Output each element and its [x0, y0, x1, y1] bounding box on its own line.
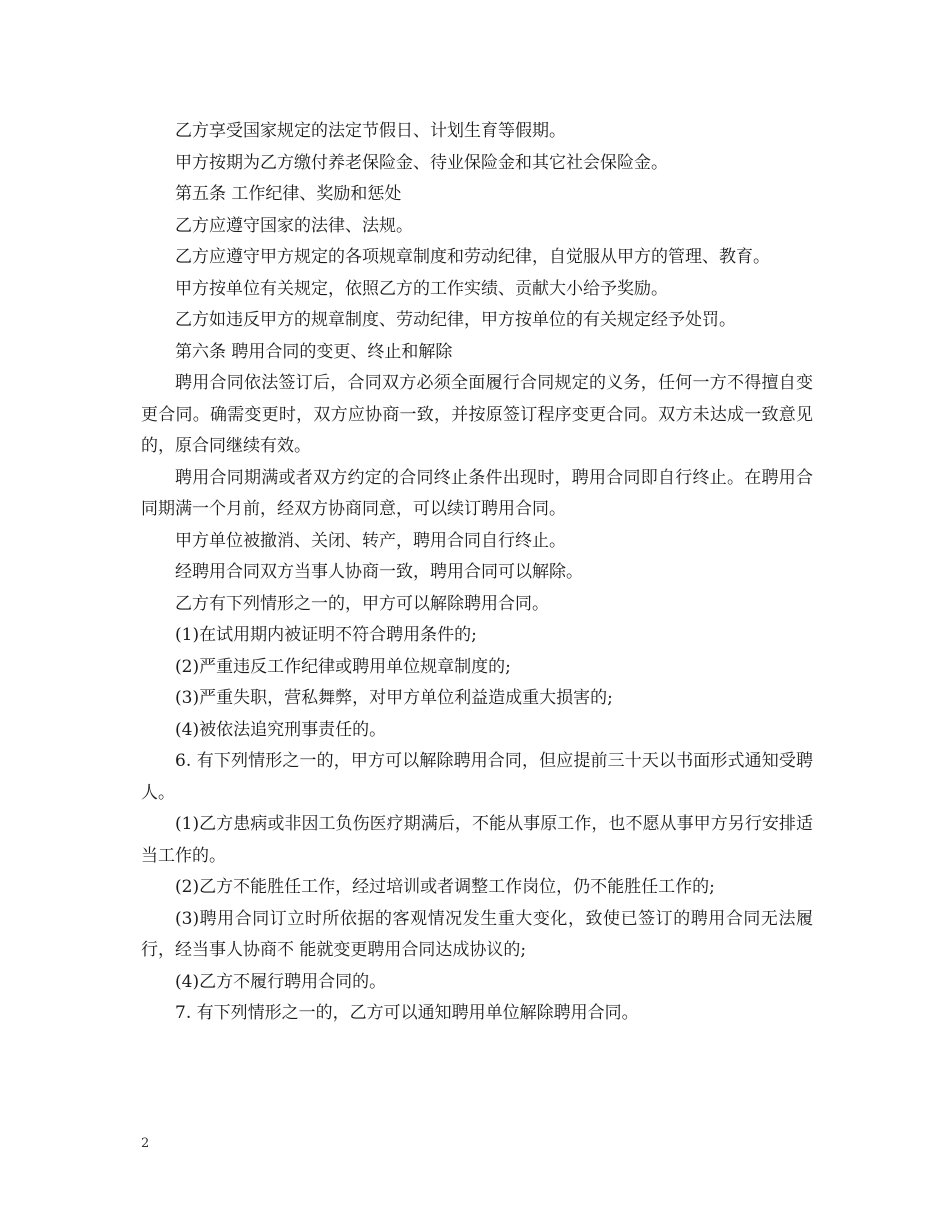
list-item: (2)乙方不能胜任工作，经过培训或者调整工作岗位，仍不能胜任工作的; — [175, 877, 715, 897]
list-item: (3)严重失职，营私舞弊，对甲方单位利益造成重大损害的; — [175, 688, 613, 708]
section-heading: 第六条 聘用合同的变更、终止和解除 — [175, 341, 453, 362]
paragraph: 乙方如违反甲方的规章制度、劳动纪律，甲方按单位的有关规定经予处罚。 — [175, 310, 736, 330]
numbered-paragraph: 7. 有下列情形之一的，乙方可以通知聘用单位解除聘用合同。 — [175, 1003, 639, 1023]
paragraph: 甲方单位被撤消、关闭、转产，聘用合同自行终止。 — [175, 530, 566, 551]
numbered-paragraph: 6. 有下列情形之一的，甲方可以解除聘用合同，但应提前三十天以书面形式通知受聘人。 — [141, 751, 813, 803]
paragraph: 乙方应遵守甲方规定的各项规章制度和劳动纪律，自觉服从甲方的管理、教育。 — [175, 247, 770, 267]
list-item: (2)严重违反工作纪律或聘用单位规章制度的; — [175, 656, 511, 677]
paragraph: 经聘用合同双方当事人协商一致，聘用合同可以解除。 — [175, 562, 583, 582]
paragraph: 乙方应遵守国家的法律、法规。 — [175, 215, 413, 236]
list-item: (4)被依法追究刑事责任的。 — [175, 719, 387, 740]
page-number: 2 — [141, 1136, 150, 1151]
list-item: (3)聘用合同订立时所依据的客观情况发生重大变化，致使已签订的聘用合同无法履行，经当事人协商不 能就变更聘用合同达成协议的; — [141, 908, 813, 960]
list-item: (1)在试用期内被证明不符合聘用条件的; — [175, 625, 477, 645]
paragraph: 乙方享受国家规定的法定节假日、计划生育等假期。 — [175, 121, 566, 141]
paragraph: 甲方按单位有关规定，依照乙方的工作实绩、贡献大小给予奖励。 — [175, 278, 668, 299]
list-item: (4)乙方不履行聘用合同的。 — [175, 971, 387, 992]
paragraph: 聘用合同期满或者双方约定的合同终止条件出现时，聘用合同即自行终止。在聘用合同期满一个月前，经双方协商同意，可以续订聘用合同。 — [141, 467, 813, 519]
section-heading: 第五条 工作纪律、奖励和惩处 — [175, 184, 402, 204]
document-body — [141, 116, 813, 1030]
paragraph: 聘用合同依法签订后，合同双方必须全面履行合同规定的义务，任何一方不得擅自变更合同。确需变更时，双方应协商一致，并按原签订程序变更合同。双方未达成一致意见的，原合同继续有效。 — [141, 373, 813, 456]
paragraph: 乙方有下列情形之一的，甲方可以解除聘用合同。 — [175, 593, 549, 614]
paragraph: 甲方按期为乙方缴付养老保险金、待业保险金和其它社会保险金。 — [175, 152, 668, 173]
list-item: (1)乙方患病或非因工负伤医疗期满后，不能从事原工作，也不愿从事甲方另行安排适当工作的。 — [141, 814, 813, 866]
